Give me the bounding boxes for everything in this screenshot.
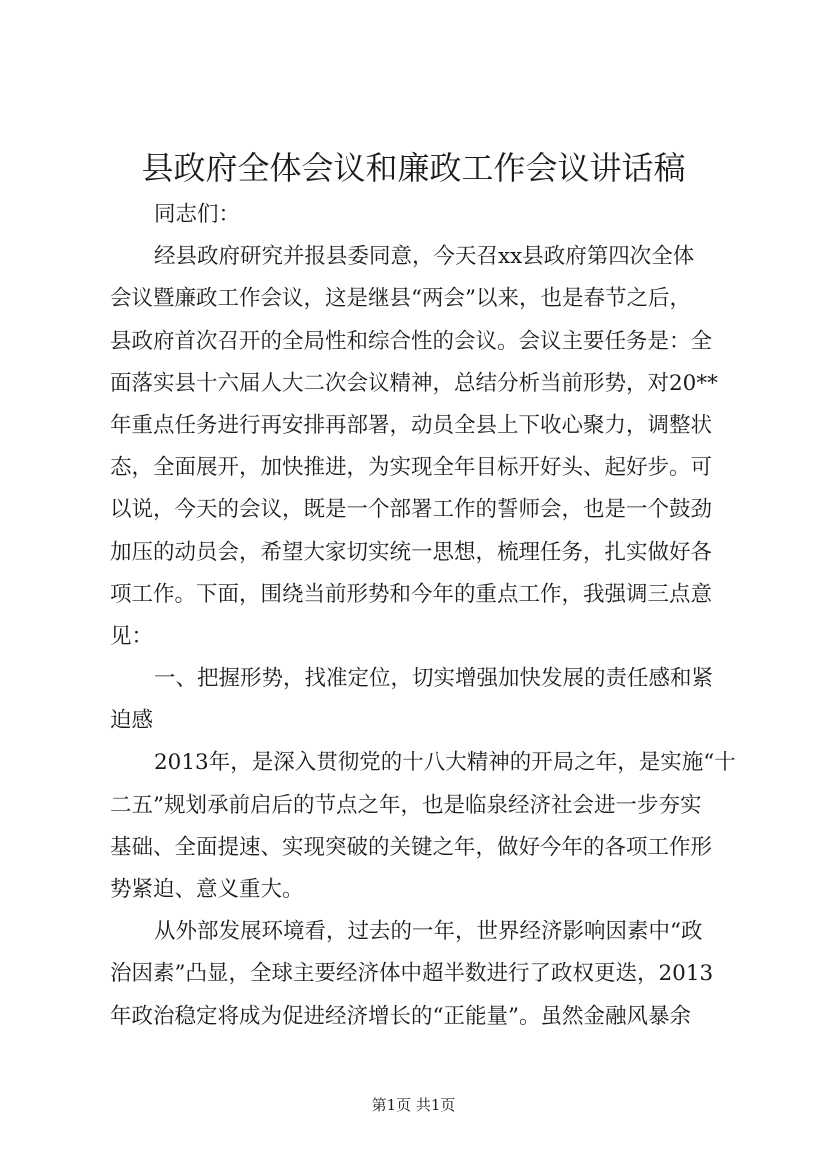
salutation-line: 同志们：	[154, 202, 241, 227]
paragraph-line: 态，全面展开，加快推进，为实现全年目标开好头、起好步。可	[110, 455, 713, 481]
paragraph-line: 加压的动员会，希望大家切实统一思想，梳理任务，扎实做好各	[110, 539, 713, 565]
paragraph-line: 二五”规划承前启后的节点之年，也是临泉经济社会进一步夯实	[110, 792, 702, 818]
paragraph-line: 年重点任务进行再安排再部署，动员全县上下收心聚力，调整状	[110, 412, 713, 438]
paragraph-line: 见：	[110, 623, 154, 649]
paragraph-line: 治因素”凸显，全球主要经济体中超半数进行了政权更迭，2013	[110, 961, 714, 987]
paragraph-line: 县政府首次召开的全局性和综合性的会议。会议主要任务是：全	[110, 328, 713, 354]
document-title: 县政府全体会议和廉政工作会议讲话稿	[141, 149, 686, 187]
paragraph-line: 2013年，是深入贯彻党的十八大精神的开局之年，是实施“十	[154, 750, 736, 776]
section-heading-line: 迫感	[110, 708, 154, 734]
paragraph-line: 基础、全面提速、实现突破的关键之年，做好今年的各项工作形	[110, 834, 713, 860]
page-footer: 第1页 共1页	[371, 1096, 456, 1114]
paragraph-line: 年政治稳定将成为促进经济增长的“正能量”。虽然金融风暴余	[110, 1003, 691, 1029]
paragraph-line: 会议暨廉政工作会议，这是继县“两会”以来，也是春节之后，	[110, 286, 691, 312]
paragraph-line: 面落实县十六届人大二次会议精神，总结分析当前形势，对20**	[110, 370, 718, 396]
paragraph-line: 从外部发展环境看，过去的一年，世界经济影响因素中“政	[154, 919, 703, 945]
paragraph-line: 势紧迫、意义重大。	[110, 877, 304, 902]
paragraph-line: 项工作。下面，围绕当前形势和今年的重点工作，我强调三点意	[110, 581, 713, 607]
section-heading-line: 一、把握形势，找准定位，切实增强加快发展的责任感和紧	[154, 666, 714, 692]
document-body	[110, 194, 740, 1038]
paragraph-line: 经县政府研究并报县委同意，今天召xx县政府第四次全体	[154, 244, 695, 270]
paragraph-line: 以说，今天的会议，既是一个部署工作的誓师会，也是一个鼓劲	[110, 497, 713, 523]
